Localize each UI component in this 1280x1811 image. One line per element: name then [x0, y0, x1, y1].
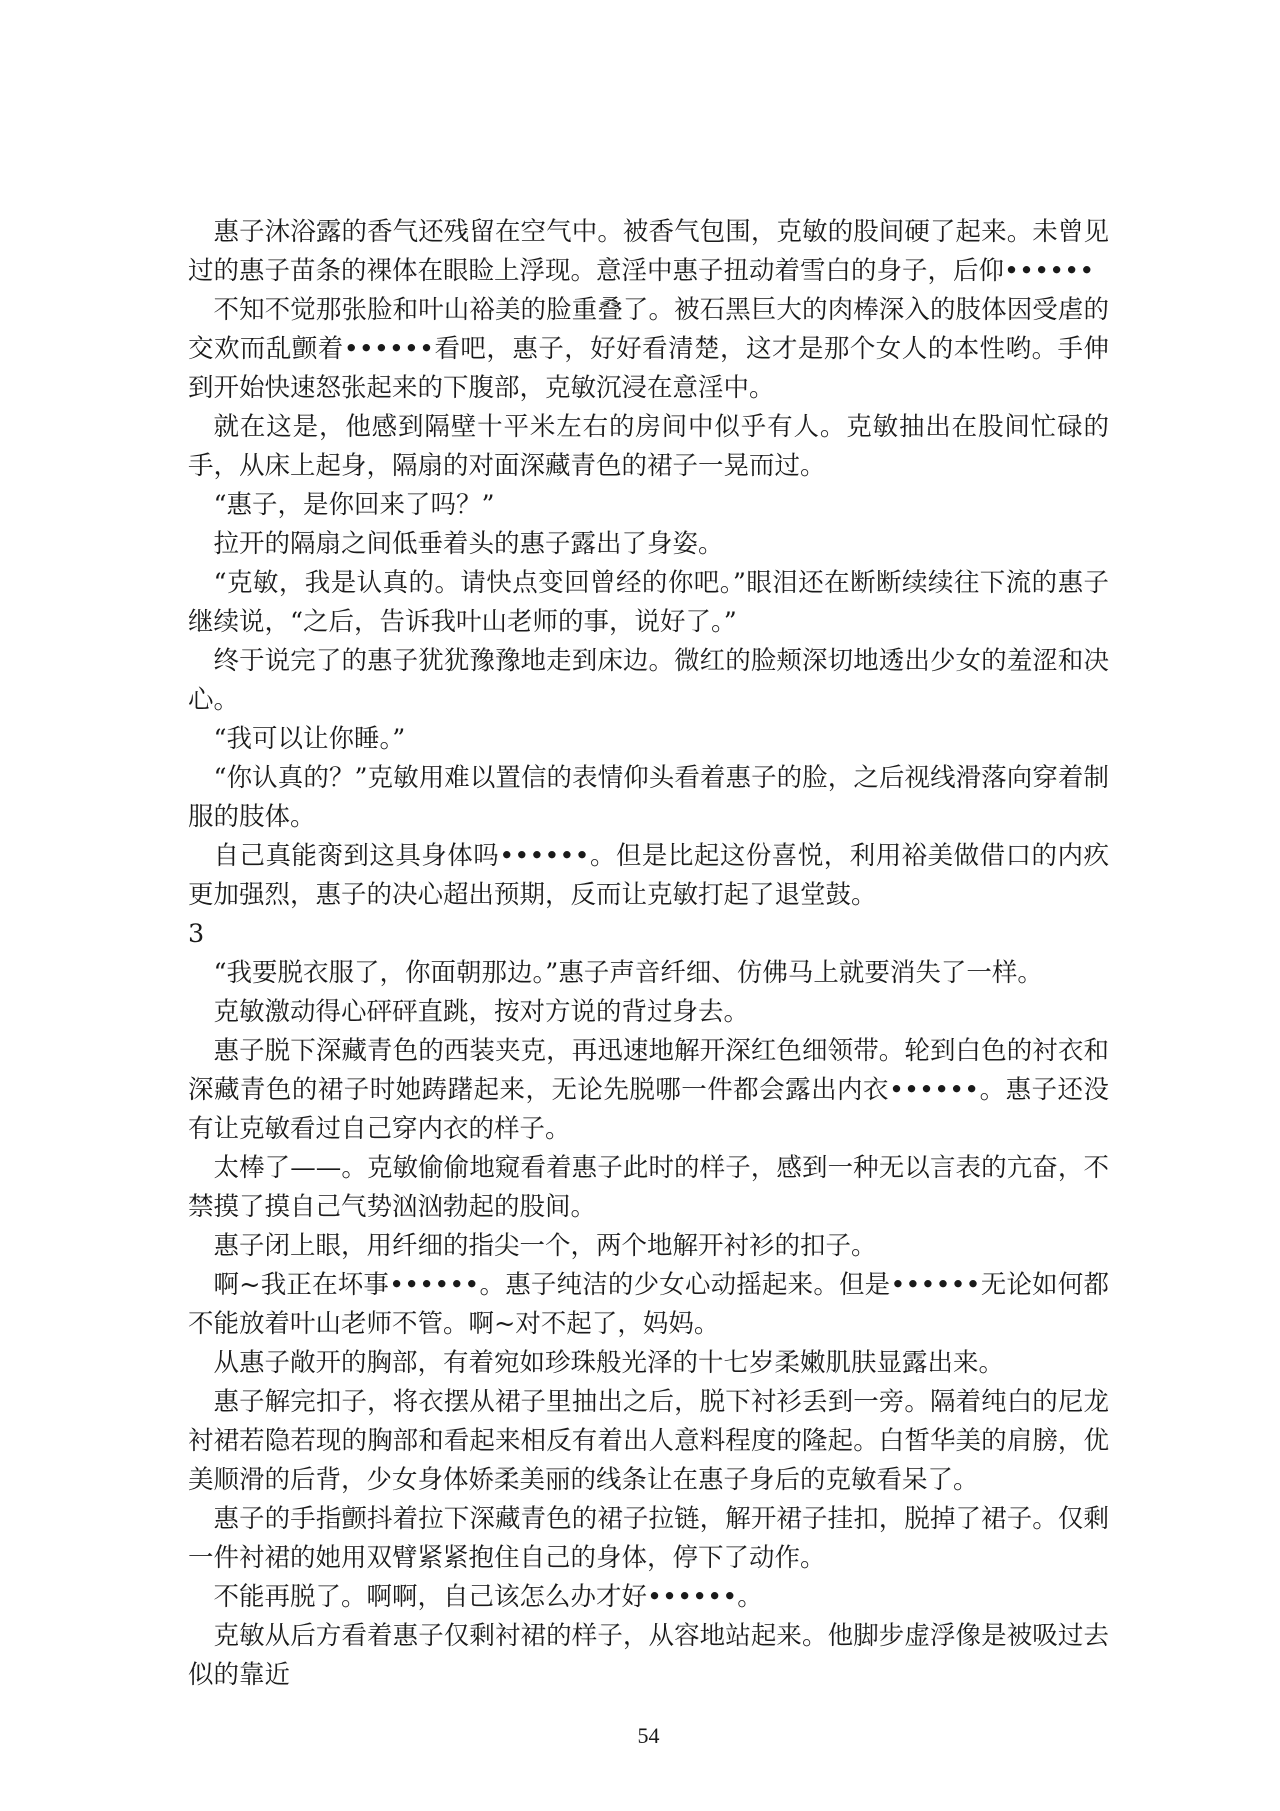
paragraph: 不知不觉那张脸和叶山裕美的脸重叠了。被石黑巨大的肉棒深入的肢体因受虐的交欢而乱颤着••••••看吧，惠子，好好看清楚，这才是那个女人的本性哟。手伸到开始快速怒张起来的下腹部，克敏沉浸在意淫中。 [188, 295, 1109, 403]
paragraph: 克敏从后方看着惠子仅剩衬裙的样子，从容地站起来。他脚步虚浮像是被吸过去似的靠近 [188, 1621, 1109, 1690]
paragraph: “我可以让你睡。” [213, 724, 406, 754]
paragraph: “克敏，我是认真的。请快点变回曾经的你吧。”眼泪还在断断续续往下流的惠子继续说，“之后，告诉我叶山老师的事，说好了。” [188, 568, 1109, 637]
paragraph: 惠子解完扣子，将衣摆从裙子里抽出之后，脱下衬衫丢到一旁。隔着纯白的尼龙衬裙若隐若现的胸部和看起来相反有着出人意料程度的隆起。白皙华美的肩膀，优美顺滑的后背，少女身体娇柔美丽的线条让在惠子身后的克敏看呆了。 [188, 1387, 1109, 1495]
paragraph: 克敏激动得心砰砰直跳，按对方说的背过身去。 [213, 997, 750, 1027]
paragraph: 啊~我正在坏事••••••。惠子纯洁的少女心动摇起来。但是••••••无论如何都不能放着叶山老师不管。啊~对不起了，妈妈。 [188, 1270, 1109, 1339]
paragraph: 太棒了——。克敏偷偷地窥看着惠子此时的样子，感到一种无以言表的亢奋，不禁摸了摸自己气势汹汹勃起的股间。 [188, 1153, 1109, 1222]
paragraph: “惠子，是你回来了吗？” [213, 490, 495, 520]
paragraph: 惠子脱下深藏青色的西装夹克，再迅速地解开深红色细领带。轮到白色的衬衣和深藏青色的裙子时她踌躇起来，无论先脱哪一件都会露出内衣••••••。惠子还没有让克敏看过自己穿内衣的样子。 [188, 1036, 1109, 1144]
paragraph: 拉开的隔扇之间低垂着头的惠子露出了身姿。 [213, 529, 724, 559]
paragraph: 惠子的手指颤抖着拉下深藏青色的裙子拉链，解开裙子挂扣，脱掉了裙子。仅剩一件衬裙的她用双臂紧紧抱住自己的身体，停下了动作。 [188, 1504, 1109, 1573]
body-text [188, 213, 1109, 1695]
paragraph: 惠子闭上眼，用纤细的指尖一个，两个地解开衬衫的扣子。 [213, 1231, 877, 1261]
paragraph: “我要脱衣服了，你面朝那边。”惠子声音纤细、仿佛马上就要消失了一样。 [213, 958, 1043, 988]
page-content [188, 213, 1109, 1751]
paragraph: “你认真的？”克敏用难以置信的表情仰头看着惠子的脸，之后视线滑落向穿着制服的肢体。 [188, 763, 1109, 832]
paragraph: 终于说完了的惠子犹犹豫豫地走到床边。微红的脸颊深切地透出少女的羞涩和决心。 [188, 646, 1109, 715]
paragraph: 惠子沐浴露的香气还残留在空气中。被香气包围，克敏的股间硬了起来。未曾见过的惠子苗条的裸体在眼睑上浮现。意淫中惠子扭动着雪白的身子，后仰•••••• [188, 217, 1109, 286]
paragraph: 不能再脱了。啊啊，自己该怎么办才好••••••。 [213, 1582, 763, 1612]
paragraph: 就在这是，他感到隔壁十平米左右的房间中似乎有人。克敏抽出在股间忙碌的手，从床上起身，隔扇的对面深藏青色的裙子一晃而过。 [188, 412, 1109, 481]
paragraph: 自己真能脔到这具身体吗••••••。但是比起这份喜悦，利用裕美做借口的内疚更加强烈，惠子的决心超出预期，反而让克敏打起了退堂鼓。 [188, 841, 1109, 910]
page-number: 54 [637, 1723, 660, 1748]
section-number: 3 [188, 919, 205, 949]
paragraph: 从惠子敞开的胸部，有着宛如珍珠般光泽的十七岁柔嫩肌肤显露出来。 [213, 1348, 1005, 1378]
